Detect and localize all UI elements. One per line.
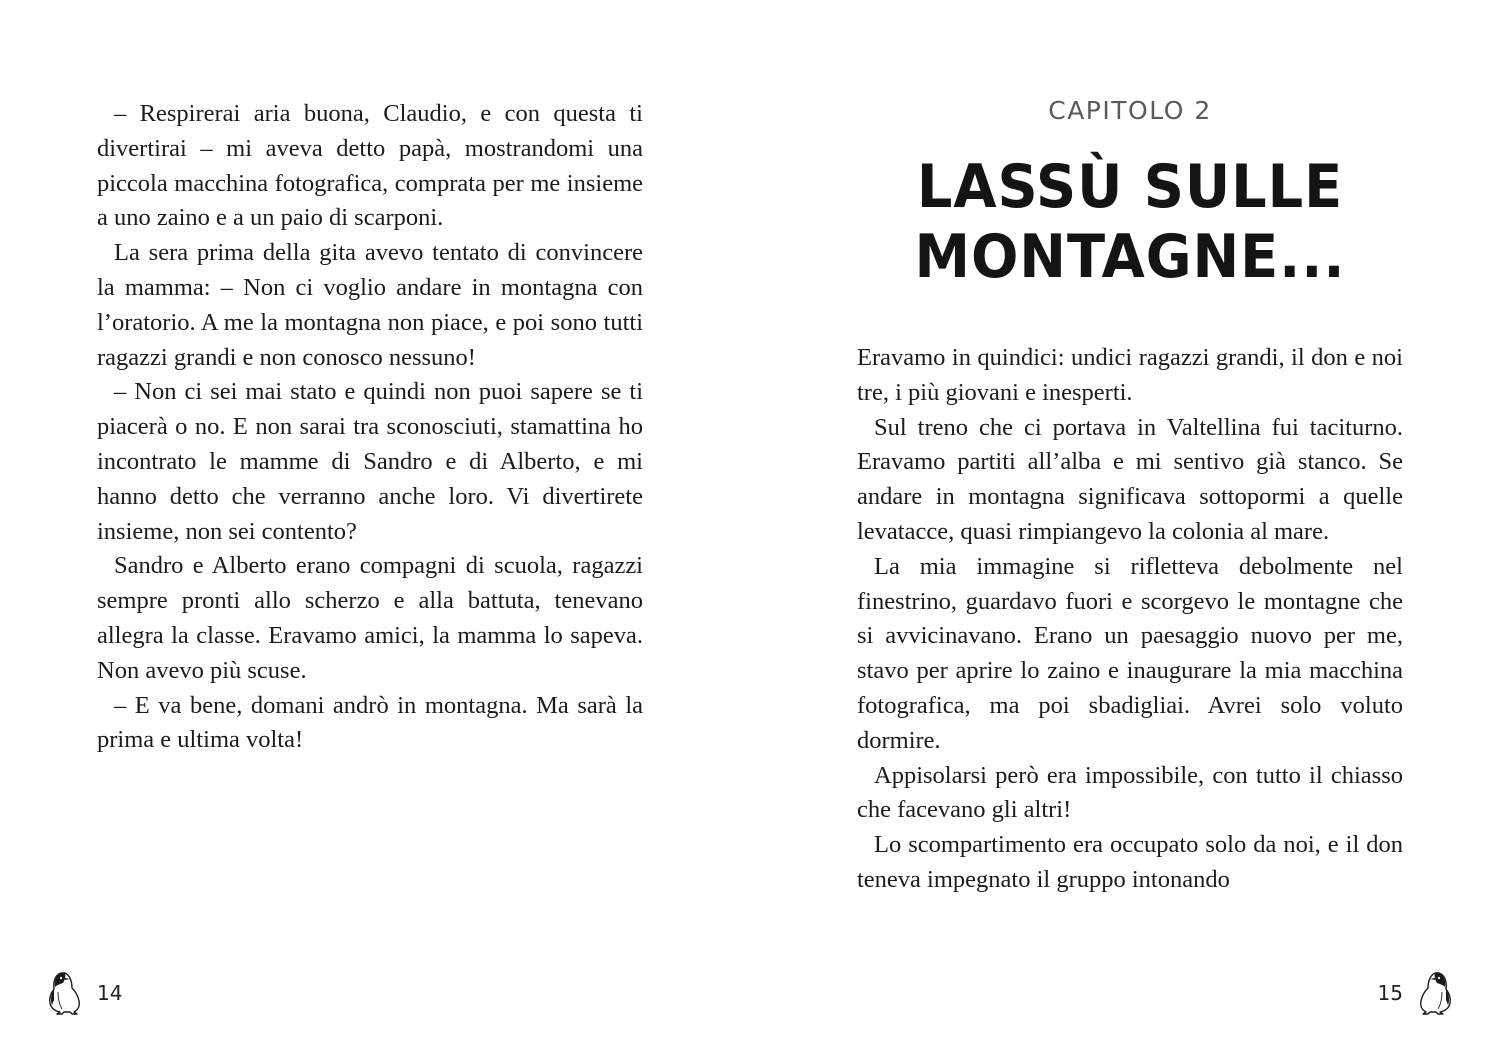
right-folio xyxy=(1378,970,1457,1016)
chapter-title-line: LASSÙ SULLE xyxy=(916,152,1344,222)
paragraph: – E va bene, domani andrò in montagna. Ma sarà la prima e ultima volta! xyxy=(97,691,643,754)
paragraph: La mia immagine si rifletteva debolmente nel finestrino, guardavo fuori e scorgevo le montagne che si avvicinavano. Erano un paesaggio nuovo per me, stavo per aprire lo zaino e inaugurare la mia macchina fotografica, ma poi sbadigliai. Avrei solo voluto dormire. xyxy=(857,552,1403,754)
chapter-title-line: MONTAGNE... xyxy=(914,222,1346,292)
right-page xyxy=(750,0,1500,1050)
paragraph: Lo scompartimento era occupato solo da noi, e il don teneva impegnato il gruppo intonando xyxy=(857,831,1403,893)
paragraph: – Non ci sei mai stato e quindi non puoi sapere se ti piacerà o no. E non sarai tra sconosciuti, stamattina ho incontrato le mamme di Sandro e di Alberto, e mi hanno detto che verranno anche loro. Vi divertirete insieme, non sei contento? xyxy=(97,378,643,545)
paragraph: La sera prima della gita avevo tentato di convincere la mamma: – Non ci voglio andare in montagna con l’oratorio. A me la montagna non piace, e poi sono tutti ragazzi grandi e non conosco nessuno! xyxy=(97,239,643,371)
left-folio xyxy=(43,970,122,1016)
paragraph: Appisolarsi però era impossibile, con tutto il chiasso che facevano gli altri! xyxy=(857,761,1403,824)
page-number: 15 xyxy=(1377,981,1403,1005)
penguin-icon xyxy=(1409,970,1457,1016)
page-number: 14 xyxy=(97,981,123,1005)
paragraph: Sandro e Alberto erano compagni di scuola, ragazzi sempre pronti allo scherzo e alla battuta, tenevano allegra la classe. Eravamo amici, la mamma lo sapeva. Non avevo più scuse. xyxy=(97,552,643,684)
chapter-label: CAPITOLO 2 xyxy=(1048,96,1212,125)
penguin-icon xyxy=(43,970,91,1016)
paragraph: Sul treno che ci portava in Valtellina fui taciturno. Eravamo partiti all’alba e mi sentivo già stanco. Se andare in montagna significava sottopormi a quelle levatacce, quasi rimpiangevo la colonia al mare. xyxy=(857,413,1403,545)
left-page-text xyxy=(97,97,643,758)
right-page-text xyxy=(857,341,1403,898)
paragraph: – Respirerai aria buona, Claudio, e con questa ti divertirai – mi aveva detto papà, mostrandomi una piccola macchina fotografica, comprata per me insieme a uno zaino e a un paio di scarponi. xyxy=(97,100,643,232)
chapter-title xyxy=(851,152,1409,292)
paragraph: Eravamo in quindici: undici ragazzi grandi, il don e noi tre, i più giovani e inesperti. xyxy=(857,344,1403,406)
